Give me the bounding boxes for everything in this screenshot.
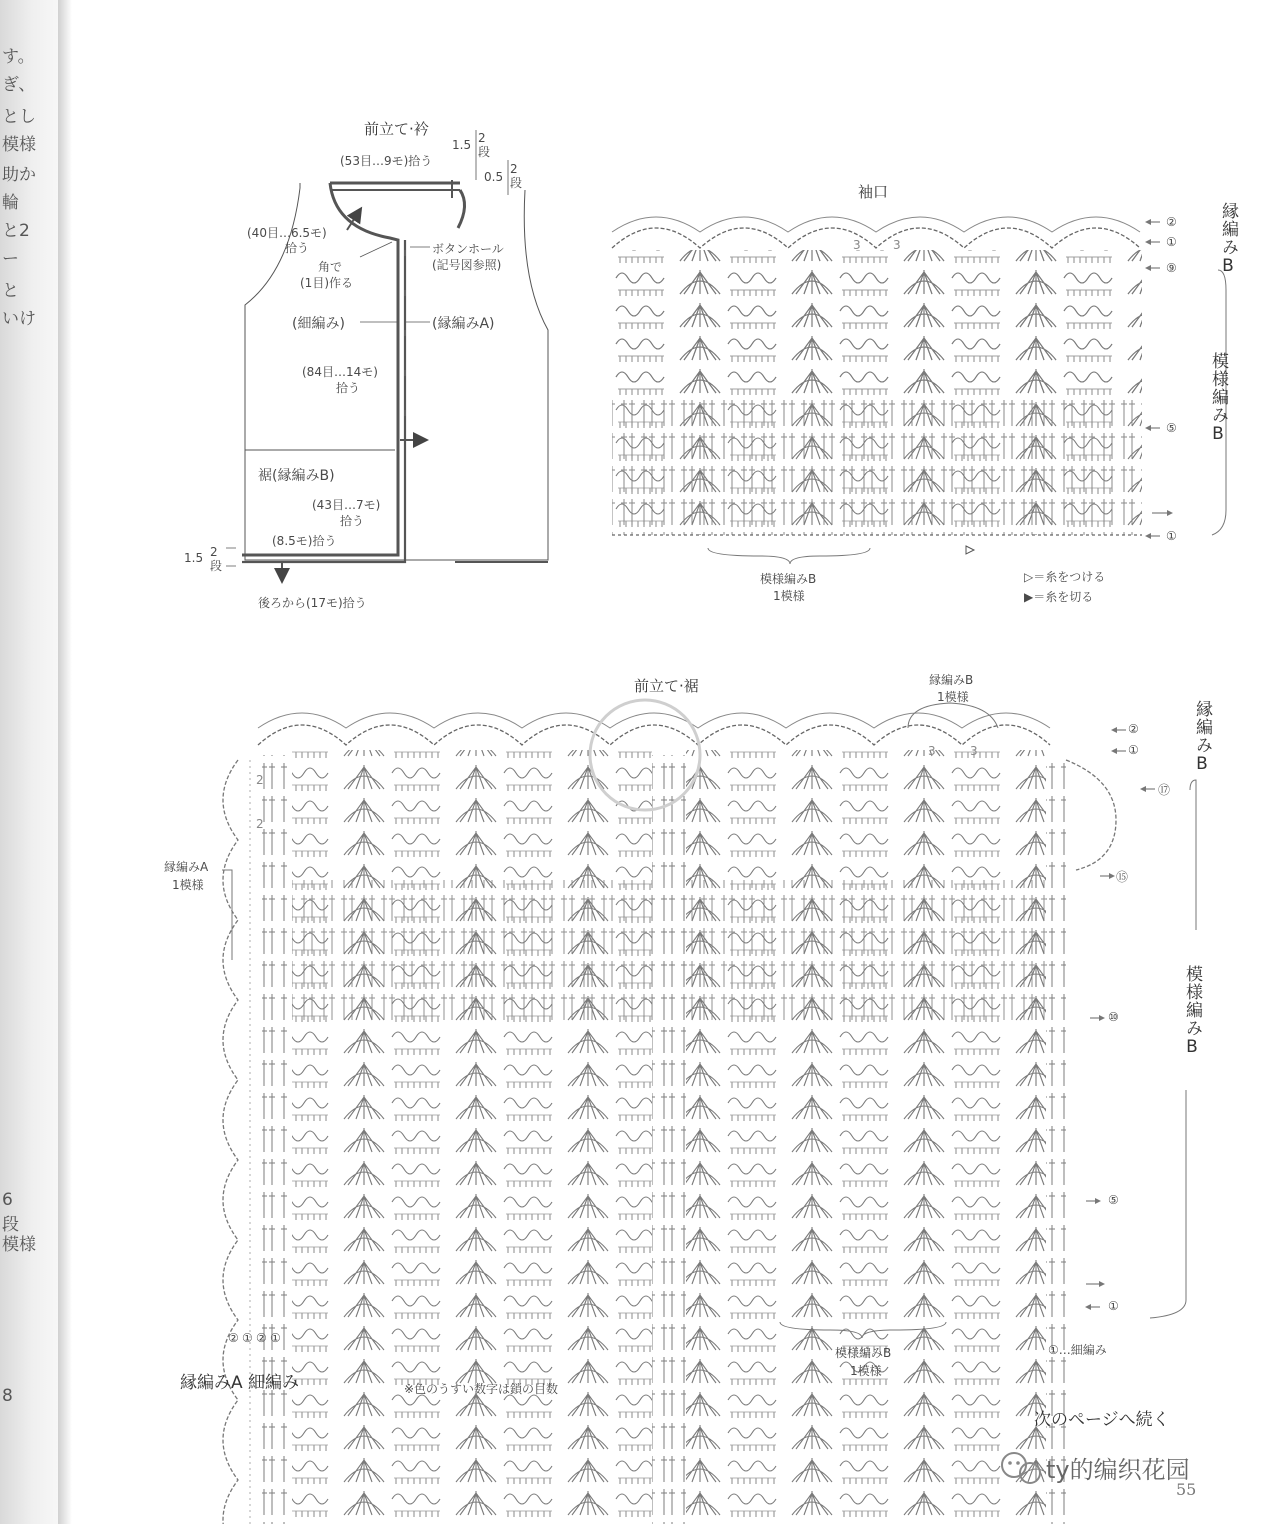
neck-pickup-count: (40目…6.5モ): [247, 226, 327, 240]
chain-count-note: ※色のうすい数字は鎖の目数: [404, 1382, 559, 1396]
previous-page-fragment: 輪: [2, 193, 19, 213]
sleeve-chart-title: 袖口: [858, 183, 889, 201]
hem-pickup-note: 拾う: [340, 514, 365, 528]
corner-note-1: 角で: [318, 260, 343, 274]
front-pickup-note: 拾う: [336, 381, 361, 395]
front-top-repeat-count: 1模様: [937, 690, 969, 704]
previous-page-fragment: と: [2, 281, 19, 301]
watermark-text: ty的编织花园: [1046, 1456, 1190, 1484]
front-row-mark-10: ⑩: [1108, 1010, 1119, 1024]
continue-note: 次のページへ続く: [1034, 1410, 1170, 1430]
front-top-repeat-label: 縁編みB: [929, 673, 974, 687]
bottom-dim: 1.5: [184, 551, 204, 565]
buttonhole-label: ボタンホール: [432, 242, 504, 256]
front-row-mark-5: ⑤: [1108, 1193, 1119, 1207]
front-bottom-repeat-count: 1模様: [850, 1364, 882, 1378]
sleeve-repeat-count: 1模様: [773, 589, 805, 603]
bottom-left-stitch-label: 縁編みA 細編み: [180, 1373, 300, 1393]
front-side-label-pattern: 模様編みB: [1182, 965, 1202, 1058]
bottom-circle-1: ②: [228, 1331, 239, 1345]
body-stitch-label: (細編み): [292, 316, 345, 332]
previous-page-fragment: いけ: [2, 309, 36, 329]
bottom-dim-rows: 2段: [210, 545, 223, 573]
corner-note-2: (1目)作る: [300, 276, 353, 290]
neck-pickup-note: 拾う: [285, 241, 310, 255]
hem-pickup-count: (43目…7モ): [312, 498, 381, 512]
left-repeat-label: 縁編みA: [164, 860, 209, 874]
previous-page-fragment: 模様: [2, 1235, 36, 1255]
buttonhole-note: (記号図参照): [432, 258, 502, 272]
previous-page-fragment: 段: [2, 1215, 19, 1235]
sleeve-chain-count-1: 3: [853, 238, 861, 252]
legend-single-crochet: ①…細編み: [1048, 1343, 1107, 1357]
front-chain-count-1: 3: [928, 744, 936, 758]
bottom-pickup-count: (8.5モ)拾う: [272, 534, 337, 548]
bottom-circle-2: ①: [242, 1331, 253, 1345]
sleeve-chain-count-2: 3: [893, 238, 901, 252]
sleeve-side-label-edge: 縁編みB: [1218, 202, 1238, 277]
front-row-mark-first: ①: [1108, 1299, 1119, 1313]
front-chain-count-2: 3: [970, 744, 978, 758]
legend-cut-yarn: ▶＝糸を切る: [1024, 590, 1094, 604]
sleeve-row-mark-9: ⑨: [1166, 261, 1177, 275]
collar-width-dim: 1.5: [452, 138, 472, 152]
front-edge-label: (縁編みA): [432, 316, 495, 332]
front-stitch-body-left: [292, 750, 652, 1524]
sleeve-row-mark-first: ①: [1166, 529, 1177, 543]
hem-label: 裾(縁編みB): [258, 468, 335, 484]
collar-width-rows: 2段: [478, 131, 491, 159]
previous-page-fragment: 模様: [2, 135, 36, 155]
sleeve-repeat-label: 模様編みB: [760, 572, 817, 586]
collar-pickup-count: (53目…9モ)拾う: [340, 154, 433, 168]
front-row-mark-2: ②: [1128, 722, 1139, 736]
previous-page-fragment: ぎ、: [2, 75, 36, 95]
front-row-mark-1: ①: [1128, 743, 1139, 757]
front-chart-title: 前立て·裾: [634, 677, 699, 695]
front-row-mark-15: ⑮: [1116, 870, 1129, 884]
sleeve-row-mark-5: ⑤: [1166, 421, 1177, 435]
left-edge-chain-count-1: 2: [256, 773, 264, 787]
bottom-circle-4: ①: [270, 1331, 281, 1345]
front-stitch-body-right: [686, 750, 1046, 1524]
previous-page-fragment: ー: [2, 249, 19, 269]
front-pickup-count: (84目…14モ): [302, 365, 378, 379]
previous-page-fragment: と2: [2, 221, 30, 241]
back-pickup-note: 後ろから(17モ)拾う: [258, 596, 367, 610]
front-row-mark-17: ⑰: [1158, 783, 1171, 797]
sleeve-row-mark-2: ②: [1166, 215, 1177, 229]
previous-page-fragment: 8: [2, 1386, 13, 1406]
bottom-circle-3: ②: [256, 1331, 267, 1345]
previous-page-fragment: 6: [2, 1190, 13, 1210]
previous-page-fragment: す。: [2, 47, 35, 67]
legend-attach-yarn: ▷＝糸をつける: [1024, 570, 1106, 584]
front-bottom-repeat-label: 模様編みB: [835, 1346, 892, 1360]
left-edge-chain-count-2: 2: [256, 817, 264, 831]
previous-page-fragment: とし: [2, 107, 36, 127]
previous-page-fragment: 助か: [2, 165, 36, 185]
sleeve-row-mark-1: ①: [1166, 235, 1177, 249]
front-side-label-edge: 縁編みB: [1192, 700, 1212, 775]
left-repeat-count: 1模様: [172, 878, 204, 892]
collar-edge-dim: 0.5: [484, 170, 504, 184]
sleeve-side-label-pattern: 模様編みB: [1208, 352, 1228, 445]
schematic-title: 前立て·衿: [364, 120, 429, 138]
collar-edge-rows: 2段: [510, 162, 523, 190]
page-number: 55: [1176, 1480, 1197, 1499]
